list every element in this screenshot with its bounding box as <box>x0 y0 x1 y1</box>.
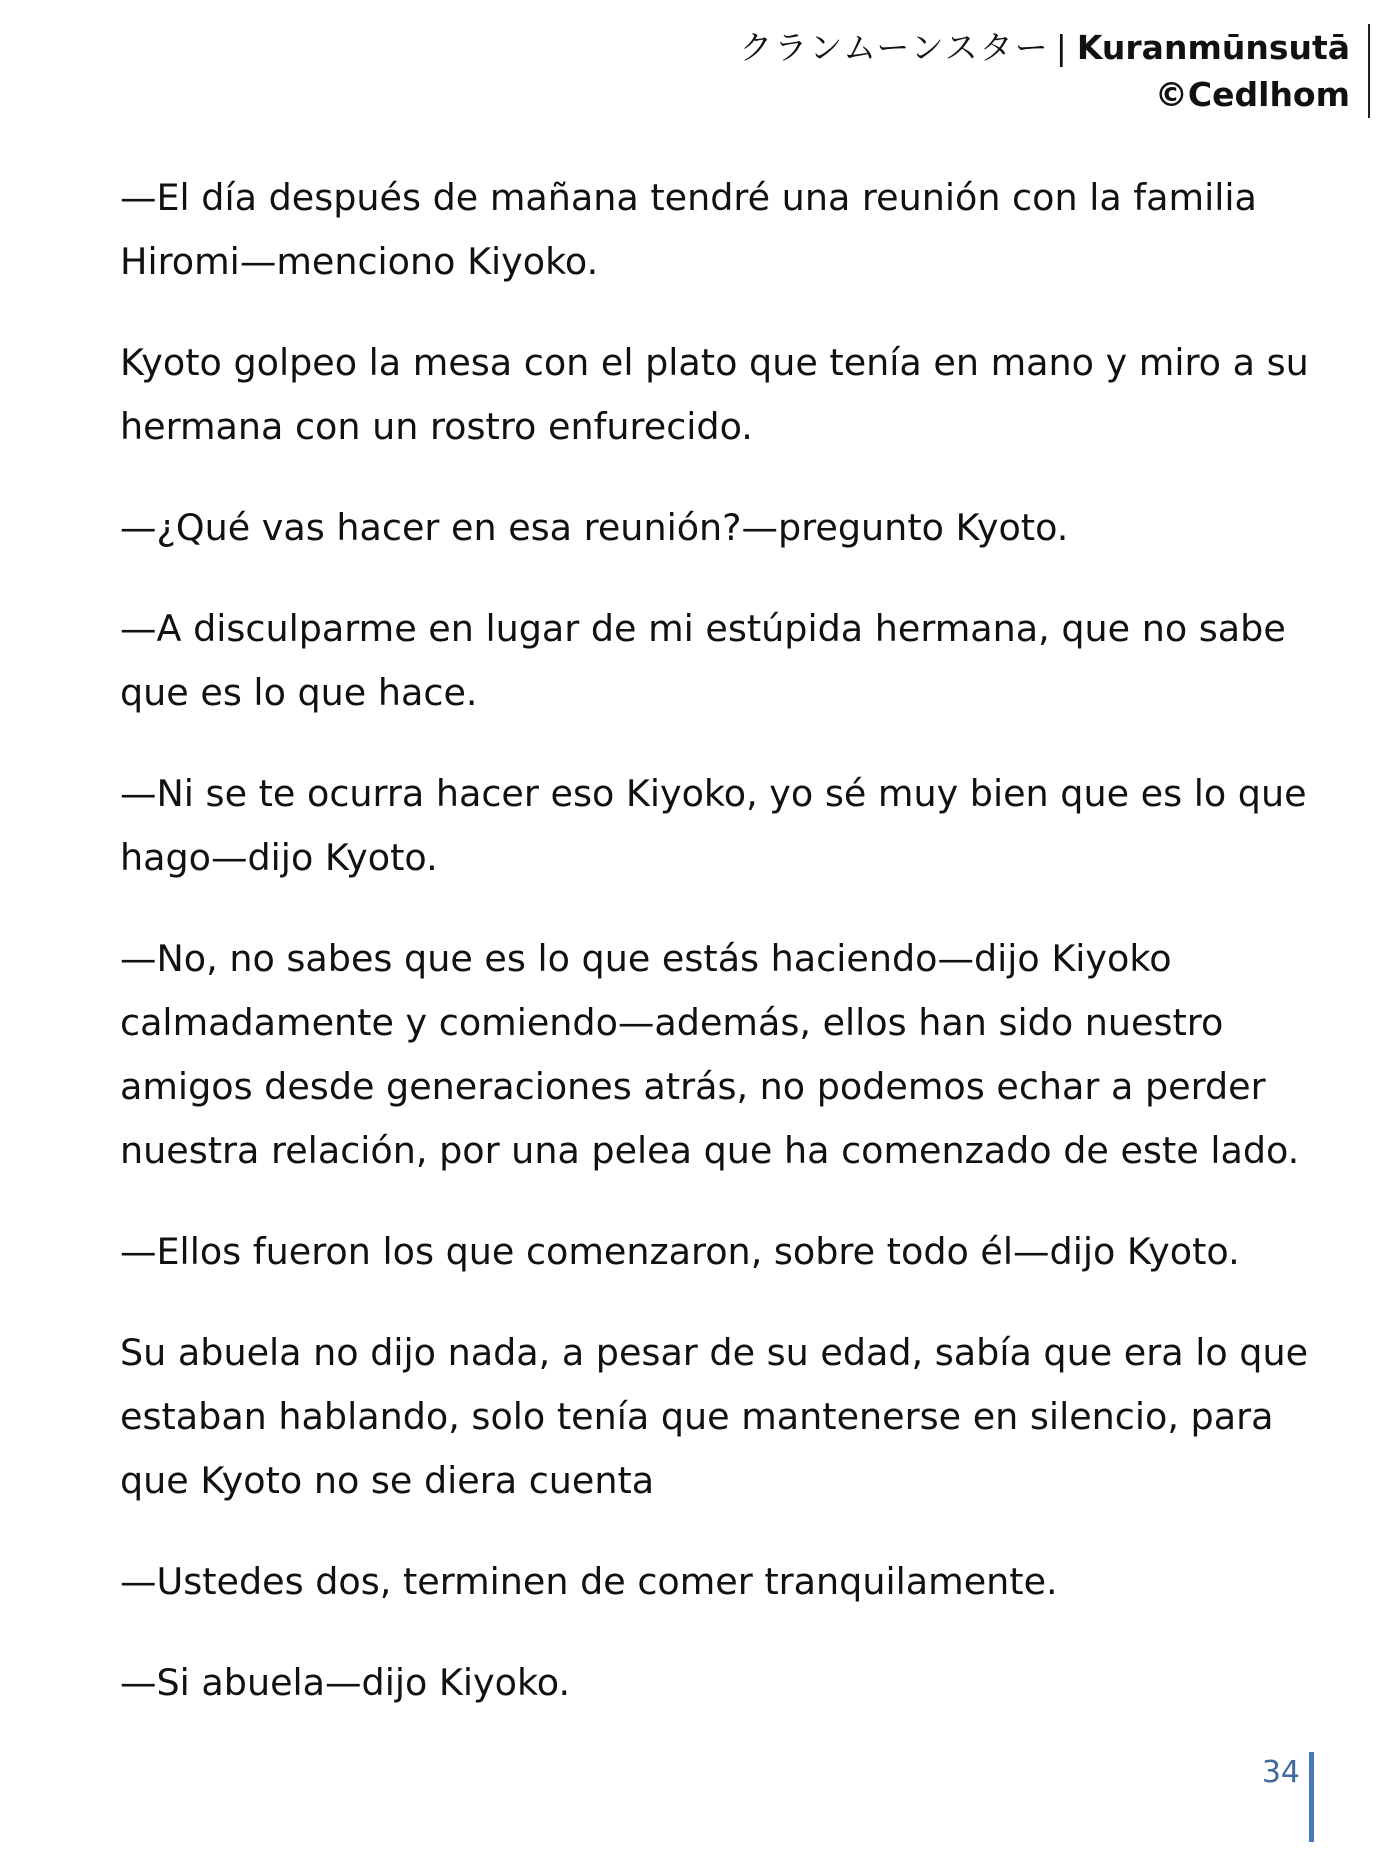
paragraph: Kyoto golpeo la mesa con el plato que tenía en mano y miro a su hermana con un rostro enfurecido. <box>120 341 1309 448</box>
header-copyright: ©Cedlhom <box>1154 75 1350 114</box>
paragraph: Su abuela no dijo nada, a pesar de su edad, sabía que era lo que estaban hablando, solo tenía que mantenerse en silencio, para que Kyoto no se diera cuenta <box>120 1331 1309 1502</box>
header-romanized-title: Kuranmūnsutā <box>1076 28 1350 67</box>
paragraph: —No, no sabes que es lo que estás haciendo—dijo Kiyoko calmadamente y comiendo—además, ellos han sido nuestro amigos desde generaciones atrás, no podemos echar a perder nuestra relación, por una pelea que ha comenzado de este lado. <box>120 937 1300 1172</box>
page-number-accent-bar <box>1309 1752 1314 1842</box>
header-title-line <box>739 24 1350 71</box>
header-japanese-title: クランムーンスター <box>739 28 1050 67</box>
paragraph: —Ustedes dos, terminen de comer tranquilamente. <box>120 1560 1058 1603</box>
paragraph: —A disculparme en lugar de mi estúpida hermana, que no sabe que es lo que hace. <box>120 607 1286 714</box>
page-number: 34 <box>1261 1755 1300 1790</box>
page-body <box>120 166 1310 1752</box>
paragraph: —Si abuela—dijo Kiyoko. <box>120 1661 571 1704</box>
running-header <box>739 24 1370 118</box>
paragraph: —¿Qué vas hacer en esa reunión?—pregunto Kyoto. <box>120 506 1069 549</box>
paragraph: —Ellos fueron los que comenzaron, sobre todo él—dijo Kyoto. <box>120 1230 1240 1273</box>
header-separator: | <box>1055 28 1067 67</box>
paragraph: —El día después de mañana tendré una reunión con la familia Hiromi—menciono Kiyoko. <box>120 176 1257 283</box>
paragraph: —Ni se te ocurra hacer eso Kiyoko, yo sé muy bien que es lo que hago—dijo Kyoto. <box>120 772 1307 879</box>
